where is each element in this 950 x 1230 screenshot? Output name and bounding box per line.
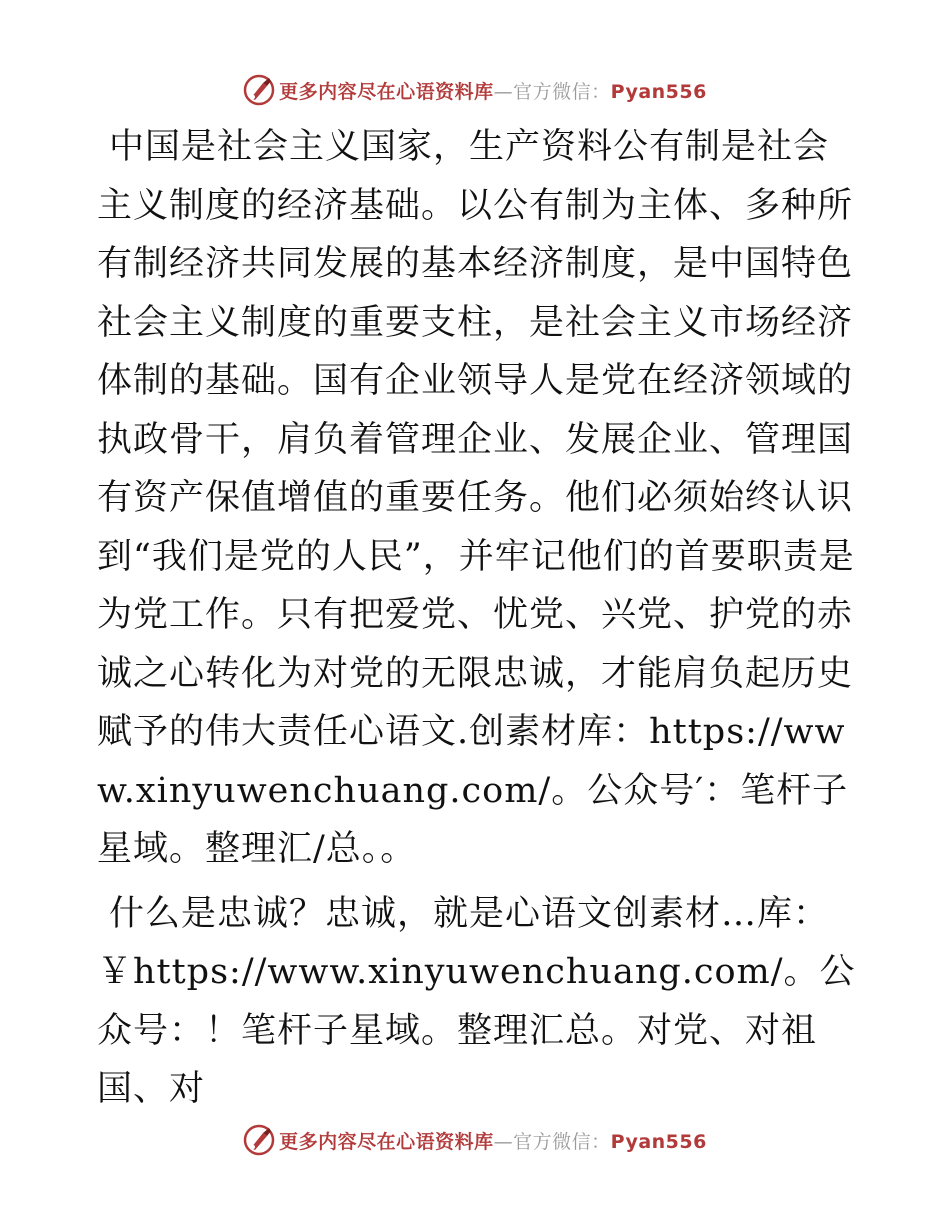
- footer-dash: —: [493, 1130, 514, 1153]
- header-wechat-label: 官方微信：: [513, 80, 611, 103]
- header-brand-text: 更多内容尽在心语资料库: [279, 80, 494, 103]
- pen-quill-logo-icon: [243, 74, 275, 106]
- paragraph-2: 什么是忠诚？忠诚，就是心语文创素材…库：￥https://www.xinyuwenchuang.com/。公众号：！笔杆子星域。整理汇总。对党、对祖国、对: [97, 893, 856, 1109]
- paragraph-1: 中国是社会主义国家，生产资料公有制是社会主义制度的经济基础。以公有制为主体、多种所有制经济共同发展的基本经济制度，是中国特色社会主义制度的重要支柱，是社会主义市场经济体制的基础。国有企业领导人是党在经济领域的执政骨干，肩负着管理企业、发展企业、管理国有资产保值增值的重要任务。他们必须始终认识到“我们是党的人民”，并牢记他们的首要职责是为党工作。只有把爱党、忧党、兴党、护党的赤诚之心转化为对党的无限忠诚，才能肩负起历史赋予的伟大责任心语文.创素材库：https://www.xinyuwenchuang.com/。公众号′：笔杆子星域。整理汇/总。。: [97, 127, 855, 869]
- header-banner-text: [279, 77, 707, 104]
- footer-brand-text: 更多内容尽在心语资料库: [279, 1130, 494, 1153]
- footer-banner-text: [279, 1127, 707, 1154]
- header-dash: —: [493, 80, 514, 103]
- header-banner: [0, 70, 950, 110]
- footer-wechat-id: Pyan556: [610, 1130, 707, 1153]
- footer-banner: [0, 1120, 950, 1160]
- footer-wechat-label: 官方微信：: [513, 1130, 611, 1153]
- pen-quill-logo-icon: [243, 1124, 275, 1156]
- header-wechat-id: Pyan556: [610, 80, 707, 103]
- document-body: [97, 118, 857, 1119]
